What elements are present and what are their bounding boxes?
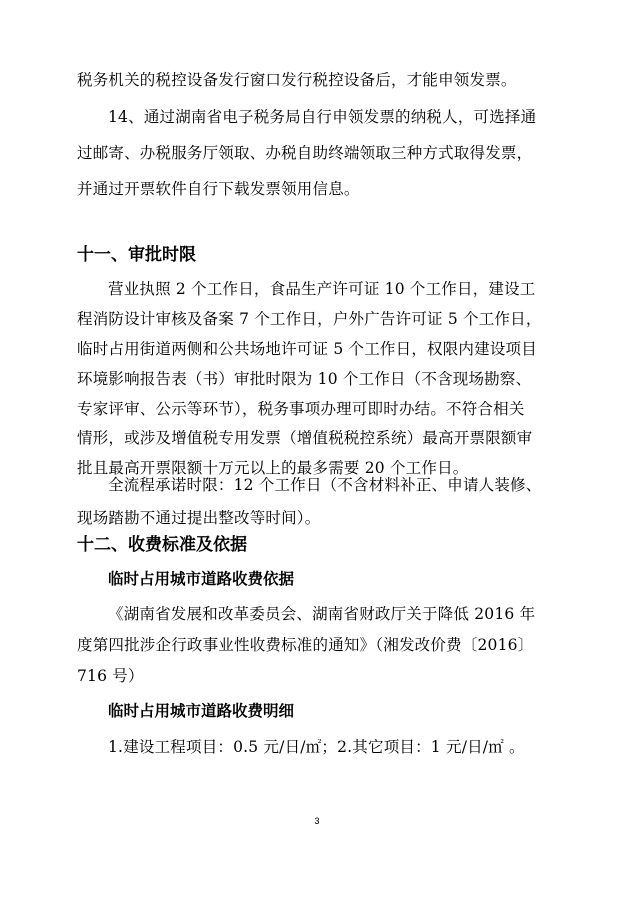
- subheading-fee-details: 临时占用城市道路收费明细: [108, 702, 295, 720]
- text-line: 专家评审、公示等环节），税务事项办理可即时办结。不符合相关: [77, 400, 525, 418]
- text-line: 1.建设工程项目：0.5 元/日/㎡；2.其它项目：1 元/日/㎡ 。: [108, 738, 525, 756]
- text-line: 14、通过湖南省电子税务局自行申领发票的纳税人，可选择通: [108, 108, 537, 126]
- text-line: 过邮寄、办税服务厅领取、办税自助终端领取三种方式取得发票，: [77, 144, 533, 162]
- page-number: 3: [314, 816, 320, 826]
- section-heading-fees: 十二、收费标准及依据: [77, 535, 247, 555]
- subheading-fee-basis: 临时占用城市道路收费依据: [108, 570, 295, 588]
- text-line: 程消防设计审核及备案 7 个工作日，户外广告许可证 5 个工作日，: [77, 310, 542, 328]
- text-line: 716 号）: [77, 667, 144, 685]
- text-line: 现场踏勘不通过提出整改等时间）。: [77, 509, 321, 527]
- text-line: 《湖南省发展和改革委员会、湖南省财政厅关于降低 2016 年: [108, 605, 536, 623]
- text-line: 税务机关的税控设备发行窗口发行税控设备后，才能申领发票。: [77, 71, 517, 89]
- section-heading-approval-time: 十一、审批时限: [77, 245, 196, 265]
- text-line: 并通过开票软件自行下载发票领用信息。: [77, 180, 360, 198]
- text-line: 情形，或涉及增值税专用发票（增值税税控系统）最高开票限额审: [77, 429, 533, 447]
- text-line: 营业执照 2 个工作日，食品生产许可证 10 个工作日，建设工: [108, 280, 536, 298]
- text-line: 全流程承诺时限：12 个工作日（不含材料补正、申请人装修、: [108, 476, 542, 494]
- text-line: 临时占用街道两侧和公共场地许可证 5 个工作日，权限内建设项目: [77, 340, 537, 358]
- text-line: 度第四批涉企行政事业性收费标准的通知》（湘发改价费〔2016〕: [77, 636, 534, 654]
- text-line: 批且最高开票限额十万元以上的最多需要 20 个工作日。: [77, 459, 469, 477]
- text-line: 环境影响报告表（书）审批时限为 10 个工作日（不含现场勘察、: [77, 370, 532, 388]
